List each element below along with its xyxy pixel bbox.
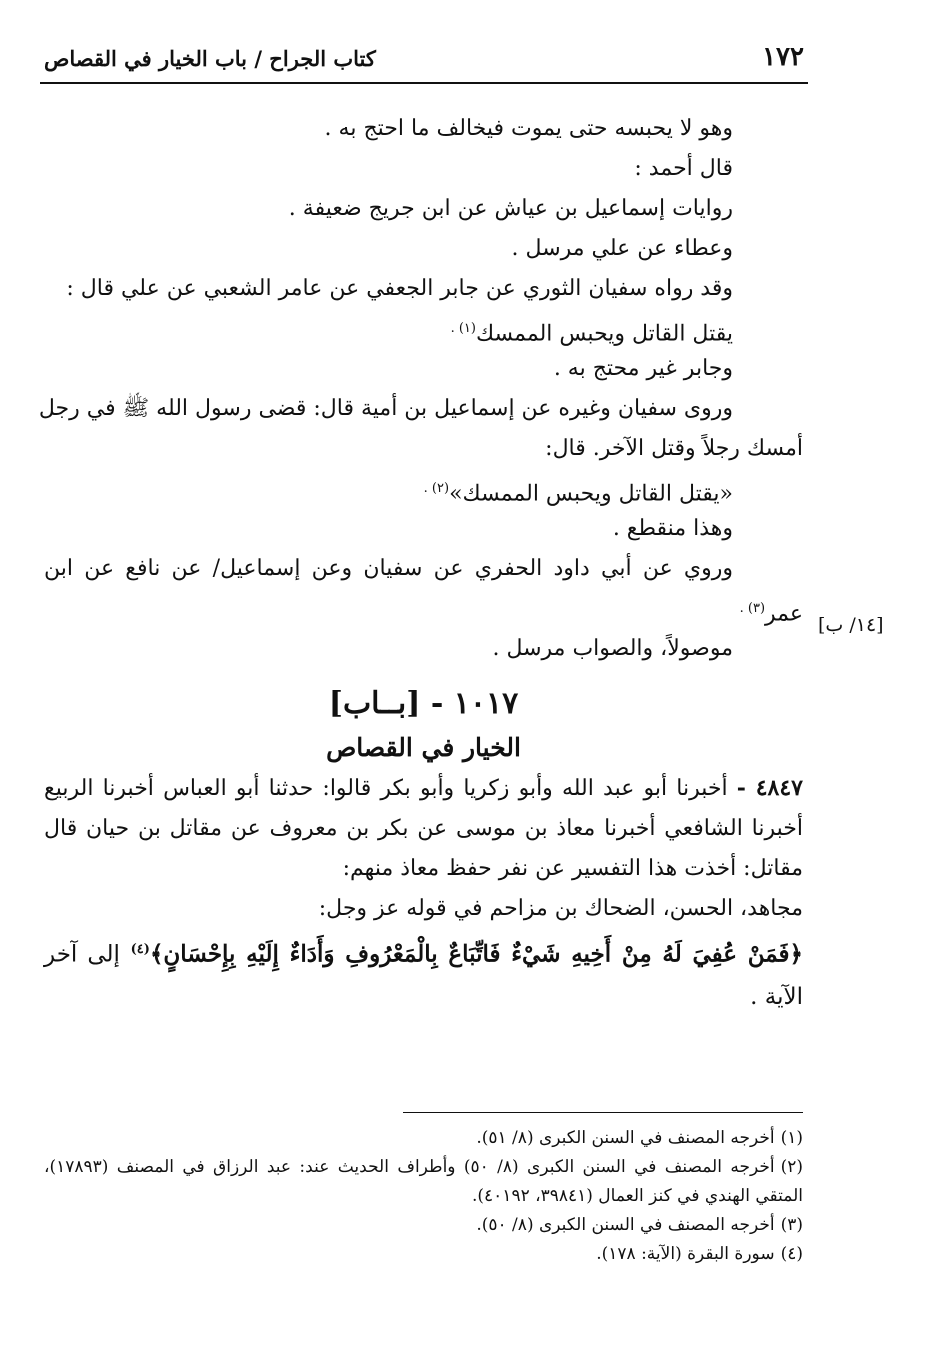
text-line [44, 590, 803, 630]
text-line: وجابر غير محتج به . [553, 356, 733, 381]
chapter-number: ١٠١٧ - [بــاب] [328, 686, 519, 721]
footnote-text: أخرجه المصنف في السنن الكبرى (٨/ ٥١). [476, 1128, 775, 1148]
footnote-number: (٤) [780, 1244, 803, 1264]
footnote-ref: (٣) . [739, 601, 766, 616]
verse-tail: إلى آخر الآية . [44, 941, 803, 1010]
text-line: وروى سفيان وغيره عن إسماعيل بن أمية قال: قضى رسول الله ﷺ في رجل [38, 396, 733, 421]
running-title: كتاب الجراح / باب الخيار في القصاص [44, 46, 376, 71]
footnote-ref: (٢) . [423, 481, 450, 496]
text-line: قال أحمد : [634, 156, 733, 181]
text-line: روايات إسماعيل بن عياش عن ابن جريج ضعيفة . [288, 196, 733, 221]
quran-verse [44, 929, 803, 1018]
footnote-number: (١) [780, 1128, 803, 1148]
hadith-paragraph [44, 768, 803, 889]
page-header [40, 42, 808, 84]
footnote [44, 1153, 803, 1211]
footnote-number: (٢) [780, 1157, 803, 1177]
manuscript-folio-note: [١٤/ ب] [818, 614, 884, 636]
footnote-text: أخرجه المصنف في السنن الكبرى (٨/ ٥٠) وأطراف الحديث عند: عبد الرزاق في المصنف (١٧٨٩٣)، المتقي الهندي في كنز العمال (٣٩٨٤١، ٤٠١٩٢). [44, 1157, 803, 1206]
footnote-separator [403, 1112, 803, 1113]
hadith-text: أخبرنا أبو عبد الله وأبو زكريا وأبو بكر قالوا: حدثنا أبو العباس أخبرنا الربيع أخبرنا الشافعي أخبرنا معاذ بن موسى عن بكر بن معروف عن مقاتل بن حيان قال مقاتل: أخذت هذا التفسير عن نفر حفظ معاذ منهم: [44, 776, 803, 881]
text-segment: «يقتل القاتل ويحبس الممسك» [449, 481, 733, 507]
text-segment: عمر [765, 601, 803, 627]
text-line: وروي عن أبي داود الحفري عن سفيان وعن إسماعيل/ عن نافع عن ابن [44, 556, 733, 581]
text-line: وهذا منقطع . [612, 516, 733, 541]
footnote-ref: (١) . [450, 321, 476, 336]
chapter-title: الخيار في القصاص [326, 733, 521, 762]
text-line: أمسك رجلاً وقتل الآخر. قال: [545, 436, 803, 461]
footnotes [44, 1124, 803, 1269]
footnote-number: (٣) [780, 1215, 803, 1235]
footnote-text: أخرجه المصنف في السنن الكبرى (٨/ ٥٠). [476, 1215, 775, 1235]
hadith-line: مجاهد، الحسن، الضحاك بن مزاحم في قوله عز وجل: [318, 896, 803, 921]
text-segment: يقتل القاتل ويحبس الممسك [475, 321, 733, 347]
footnote-ref: (٤) [130, 942, 150, 957]
text-line: وعطاء عن علي مرسل . [511, 236, 733, 261]
text-line: موصولاً، والصواب مرسل . [492, 636, 733, 661]
footnote [44, 1240, 803, 1269]
text-line: وقد رواه سفيان الثوري عن جابر الجعفي عن عامر الشعبي عن علي قال : [66, 276, 733, 301]
verse-text: ﴿فَمَنْ عُفِيَ لَهُ مِنْ أَخِيهِ شَيْءٌ فَاتِّبَاعٌ بِالْمَعْرُوفِ وَأَدَاءٌ إِلَيْهِ بِإِحْسَانٍ﴾ [149, 940, 803, 968]
footnote [44, 1124, 803, 1153]
main-text [38, 110, 803, 1018]
text-line [44, 310, 803, 350]
hadith-number: ٤٨٤٧ - [736, 775, 803, 801]
page-number: ١٧٢ [762, 42, 804, 72]
text-line: وهو لا يحبسه حتى يموت فيخالف ما احتج به . [324, 116, 733, 141]
footnote [44, 1211, 803, 1240]
footnote-text: سورة البقرة (الآية: ١٧٨). [596, 1244, 775, 1264]
chapter-heading [44, 680, 803, 768]
text-line [44, 470, 803, 510]
